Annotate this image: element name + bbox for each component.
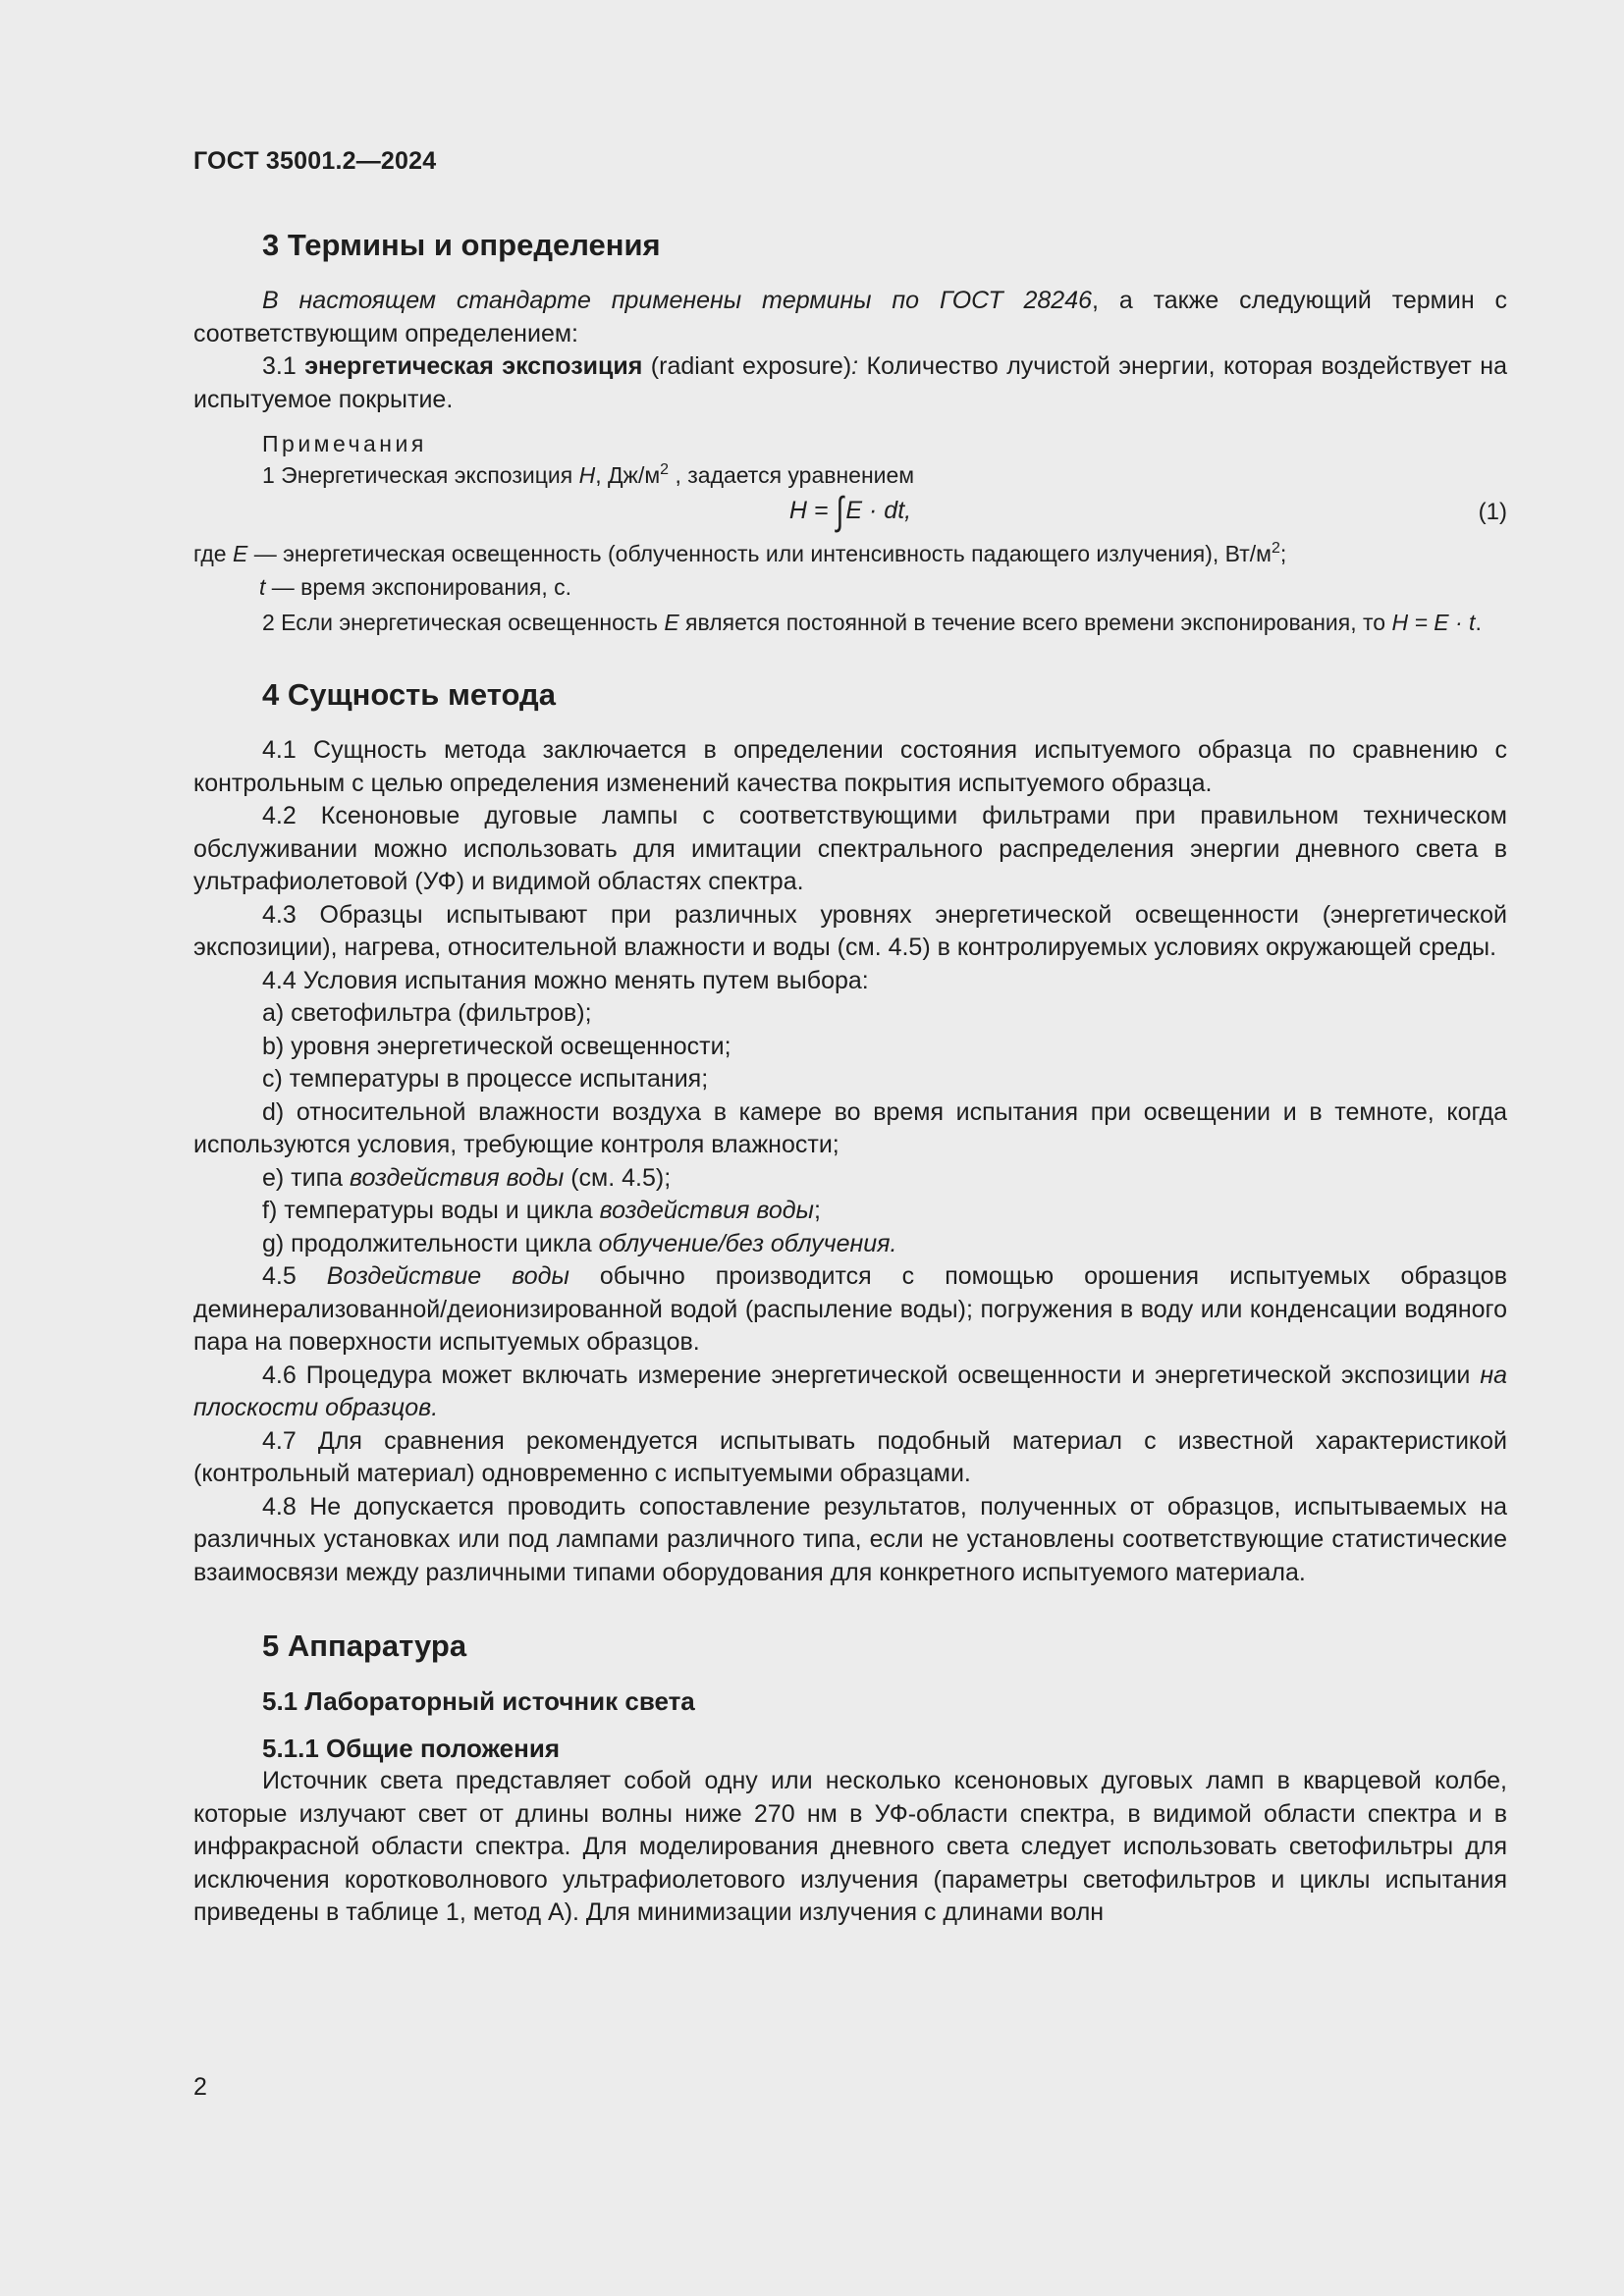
list-item-g [193, 1228, 1507, 1261]
para-4-3: 4.3 Образцы испытывают при различных уровнях энергетической освещенности (энергетической экспозиции), нагрева, относительной влажности и воды (см. 4.5) в контролируемых условиях окружающей среды. [193, 900, 1507, 961]
where-prefix: где [193, 541, 233, 566]
para-4-5 [193, 1260, 1507, 1360]
note-2 [193, 607, 1507, 638]
where-e-symbol: E [232, 541, 248, 566]
formula [193, 490, 1507, 533]
list-item-d: d) относительной влажности воздуха в камере во время испытания при освещении и в темноте, когда используются условия, требующие контроля влажности; [193, 1097, 1507, 1158]
page-number: 2 [193, 2073, 207, 2101]
equation-number: (1) [1478, 499, 1507, 525]
list-item-b: b) уровня энергетической освещенности; [262, 1032, 731, 1060]
where-e-end: ; [1279, 541, 1287, 566]
section-5-title: 5 Аппаратура [262, 1629, 467, 1663]
para-4-6-text: 4.6 Процедура может включать измерение энергетической освещенности и энергетической экспозиции [262, 1361, 1481, 1389]
item-f-text: f) температуры воды и цикла [262, 1197, 600, 1224]
para-4-5-italic: Воздействие воды [326, 1262, 569, 1290]
item-f-italic: воздействия воды [599, 1197, 814, 1224]
subsection-5-1-title: 5.1 Лабораторный источник света [262, 1686, 695, 1716]
term-3-1 [193, 350, 1507, 416]
note2-text-b: является постоянной в течение всего времени экспонирования, то [678, 610, 1392, 635]
note2-formula: H = E · t [1391, 610, 1476, 635]
formula-lhs: H = [788, 497, 836, 524]
list-item-a: a) светофильтра (фильтров); [262, 999, 592, 1027]
para-4-5-text: обычно производится с помощью орошения испытуемых образцов деминерализованной/деионизированной водой (распыление воды); погружения в воду или конденсации водяного пара на поверхности испытуемых образцов. [193, 1262, 1507, 1356]
note1-text-a: 1 Энергетическая экспозиция [262, 462, 579, 488]
para-4-6-italic: на плоскости образцов. [193, 1361, 1507, 1421]
section-4-title: 4 Сущность метода [262, 677, 556, 712]
where-t-text: — время экспонирования, с. [265, 574, 571, 600]
term-bold: энергетическая экспозиция [304, 352, 643, 380]
para-4-8: 4.8 Не допускается проводить сопоставление результатов, полученных от образцов, испытываемых на различных установках или под лампами различного типа, если не установлены соответствующие статистические взаимосвязи между различными типами оборудования для конкретного испытуемого материала. [193, 1492, 1507, 1586]
note2-text-a: 2 Если энергетическая освещенность [262, 610, 665, 635]
intro-italic: В настоящем стандарте применены термины по ГОСТ 28246 [262, 287, 1093, 314]
where-e-sup: 2 [1271, 540, 1280, 557]
item-e-text: e) типа [262, 1163, 350, 1192]
list-item-e [193, 1162, 1507, 1196]
item-g-text: g) продолжительности цикла [262, 1229, 599, 1257]
integral-sign: ∫ [837, 490, 844, 533]
para-4-4: 4.4 Условия испытания можно менять путем выбора: [262, 966, 869, 994]
where-t [193, 571, 1507, 603]
subsection-5-1-1-title: 5.1.1 Общие положения [262, 1733, 560, 1763]
note1-symbol: H [578, 462, 596, 488]
note1-sup: 2 [660, 461, 670, 478]
item-e-end: (см. 4.5); [564, 1163, 672, 1192]
standard-header: ГОСТ 35001.2—2024 [193, 147, 437, 175]
para-4-2: 4.2 Ксеноновые дуговые лампы с соответствующими фильтрами при правильном техническом обслуживании можно использовать для имитации спектрального распределения энергии дневного света в ультрафиолетовой (УФ) и видимой областях спектра. [193, 802, 1507, 895]
notes-title: Примечания [262, 431, 427, 456]
term-colon: : [851, 352, 859, 380]
where-t-symbol: t [259, 574, 266, 600]
term-number: 3.1 [262, 352, 297, 380]
where-e-text: — энергетическая освещенность (облученность или интенсивность падающего излучения), Вт/м [247, 541, 1272, 566]
note1-text-c: , задается уравнением [669, 462, 915, 488]
list-item-f [193, 1195, 1507, 1228]
where-e [193, 538, 1507, 569]
para-4-6 [193, 1360, 1507, 1425]
para-4-7: 4.7 Для сравнения рекомендуется испытывать подобный материал с известной характеристикой (контрольный материал) одновременно с испытуемыми образцами. [193, 1426, 1507, 1487]
para-4-5-number: 4.5 [262, 1262, 327, 1290]
note2-end: . [1475, 610, 1482, 635]
item-e-italic: воздействия воды [349, 1163, 565, 1192]
formula-row [193, 491, 1507, 534]
item-g-italic: облучение/без облучения. [598, 1229, 897, 1257]
section-3-title: 3 Термины и определения [262, 228, 661, 262]
formula-rhs: E · dt, [845, 497, 912, 524]
term-definition: Количество лучистой энергии, которая воздействует на испытуемое покрытие. [193, 352, 1507, 413]
term-english: (radiant exposure) [650, 352, 852, 380]
page-content [193, 226, 1507, 1930]
item-f-end: ; [813, 1197, 821, 1224]
para-4-1: 4.1 Сущность метода заключается в определении состояния испытуемого образца по сравнению с контрольным с целью определения изменений качества покрытия испытуемого образца. [193, 736, 1507, 797]
note2-symbol: E [664, 610, 679, 635]
note-1 [193, 459, 1507, 491]
section-3-intro [193, 285, 1507, 350]
notes-block [193, 428, 1507, 638]
intro-rest: , а также следующий термин с соответствующим определением: [193, 287, 1507, 347]
note1-text-b: , Дж/м [595, 462, 661, 488]
para-5-1-1: Источник света представляет собой одну или несколько ксеноновых дуговых ламп в кварцевой колбе, которые излучают свет от длины волны ниже 270 нм в УФ-области спектра, в видимой области спектра и в инфракрасной области спектра. Для моделирования дневного света следует использовать светофильтры для исключения коротковолнового ультрафиолетового излучения (параметры светофильтров и циклы испытания приведены в таблице 1, метод А). Для минимизации излучения с длинами волн [193, 1767, 1507, 1926]
list-item-c: c) температуры в процессе испытания; [262, 1065, 709, 1093]
